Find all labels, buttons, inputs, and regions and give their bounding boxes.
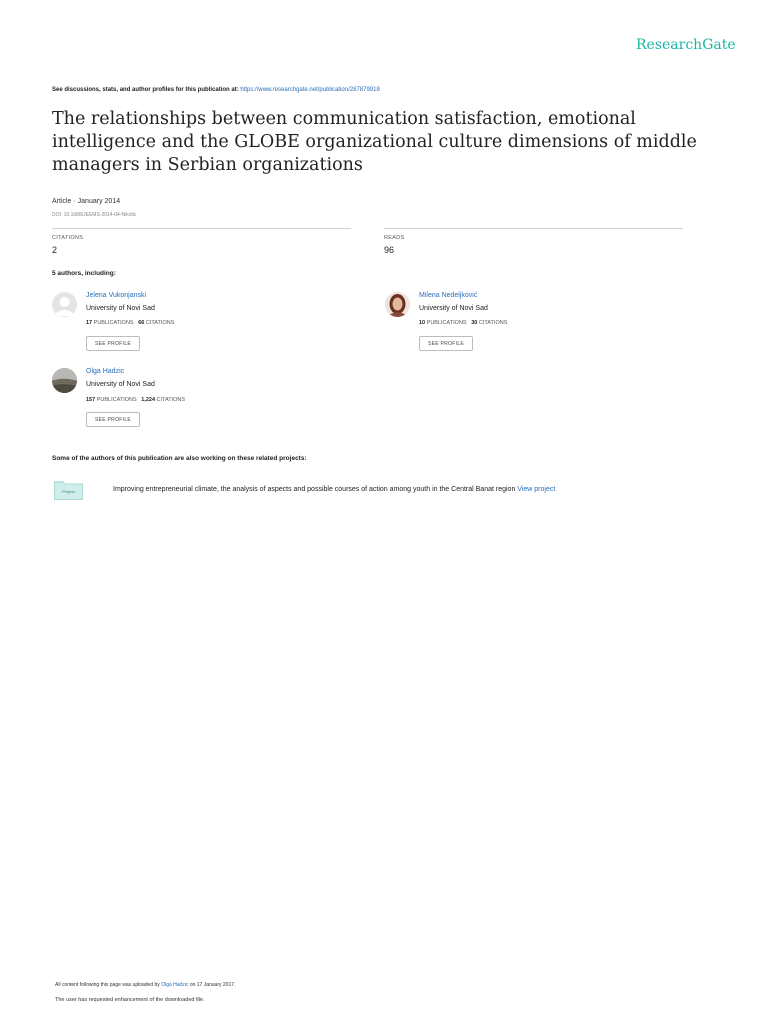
citations-value: 2: [52, 245, 58, 255]
reads-divider: [384, 228, 683, 229]
authors-heading: 5 authors, including:: [52, 270, 116, 277]
discussion-prefix: See discussions, stats, and author profiles for this publication at:: [52, 87, 239, 93]
avatar-placeholder[interactable]: [52, 292, 77, 317]
publications-label: PUBLICATIONS: [96, 397, 137, 403]
avatar-photo[interactable]: [385, 292, 410, 317]
citations-label: CITATIONS: [478, 320, 508, 326]
reads-label: READS: [384, 235, 405, 241]
publications-label: PUBLICATIONS: [426, 320, 467, 326]
project-description: Improving entrepreneurial climate, the analysis of aspects and possible courses of action among youth in the Central Banat region: [113, 486, 516, 493]
author-name[interactable]: Olga Hadzic: [86, 368, 125, 375]
citations-label: CITATIONS: [145, 320, 175, 326]
publication-title: The relationships between communication satisfaction, emotional intelligence and the GLOBE organizational culture dimensions of middle managers in Serbian organizations: [52, 109, 697, 175]
reads-value: 96: [384, 245, 395, 255]
avatar-photo[interactable]: [52, 368, 77, 393]
related-projects-heading: Some of the authors of this publication are also working on these related projects:: [52, 455, 307, 462]
author-name[interactable]: Jelena Vukonjanski: [86, 292, 147, 299]
author-name[interactable]: Milena Nedeljković: [419, 292, 478, 299]
author-stats: [86, 320, 174, 326]
see-profile-button[interactable]: SEE PROFILE: [86, 336, 140, 351]
author-affiliation: University of Novi Sad: [86, 381, 155, 388]
landscape-photo: [52, 368, 77, 393]
author-affiliation: University of Novi Sad: [419, 305, 488, 312]
project-entry: [113, 486, 555, 493]
user-placeholder-icon: [52, 292, 77, 317]
article-type-date: Article · January 2014: [52, 198, 121, 205]
enhancement-note: The user has requested enhancement of the downloaded file.: [55, 997, 205, 1003]
project-icon-label: Project: [62, 489, 75, 494]
upload-prefix: All content following this page was uploaded by: [55, 982, 160, 988]
project-folder-icon[interactable]: [54, 480, 83, 500]
author-stats: [419, 320, 507, 326]
publication-url-link[interactable]: https://www.researchgate.net/publication/287879918: [240, 87, 380, 93]
view-project-link[interactable]: View project: [517, 486, 556, 493]
researchgate-logo[interactable]: ResearchGate: [636, 37, 736, 53]
upload-suffix: on 17 January 2017.: [189, 982, 236, 988]
citations-label: CITATIONS: [52, 235, 84, 241]
citations-count: 30: [471, 320, 478, 326]
publications-count: 17: [86, 320, 93, 326]
see-profile-button[interactable]: SEE PROFILE: [86, 412, 140, 427]
citations-label: CITATIONS: [156, 397, 186, 403]
citations-count: 1,224: [141, 397, 156, 403]
author-stats: [86, 397, 185, 403]
publications-label: PUBLICATIONS: [93, 320, 134, 326]
citations-divider: [52, 228, 351, 229]
upload-note: [55, 982, 235, 988]
citations-count: 66: [138, 320, 145, 326]
portrait-photo: [385, 292, 410, 317]
publications-count: 10: [419, 320, 426, 326]
doi-text: DOI: 10.1688/JEEMS-2014-04-Nikolic: [52, 212, 137, 218]
discussion-line: [52, 87, 380, 93]
see-profile-button[interactable]: SEE PROFILE: [419, 336, 473, 351]
uploader-link[interactable]: Olga Hadzic: [161, 982, 189, 988]
author-affiliation: University of Novi Sad: [86, 305, 155, 312]
publications-count: 157: [86, 397, 96, 403]
